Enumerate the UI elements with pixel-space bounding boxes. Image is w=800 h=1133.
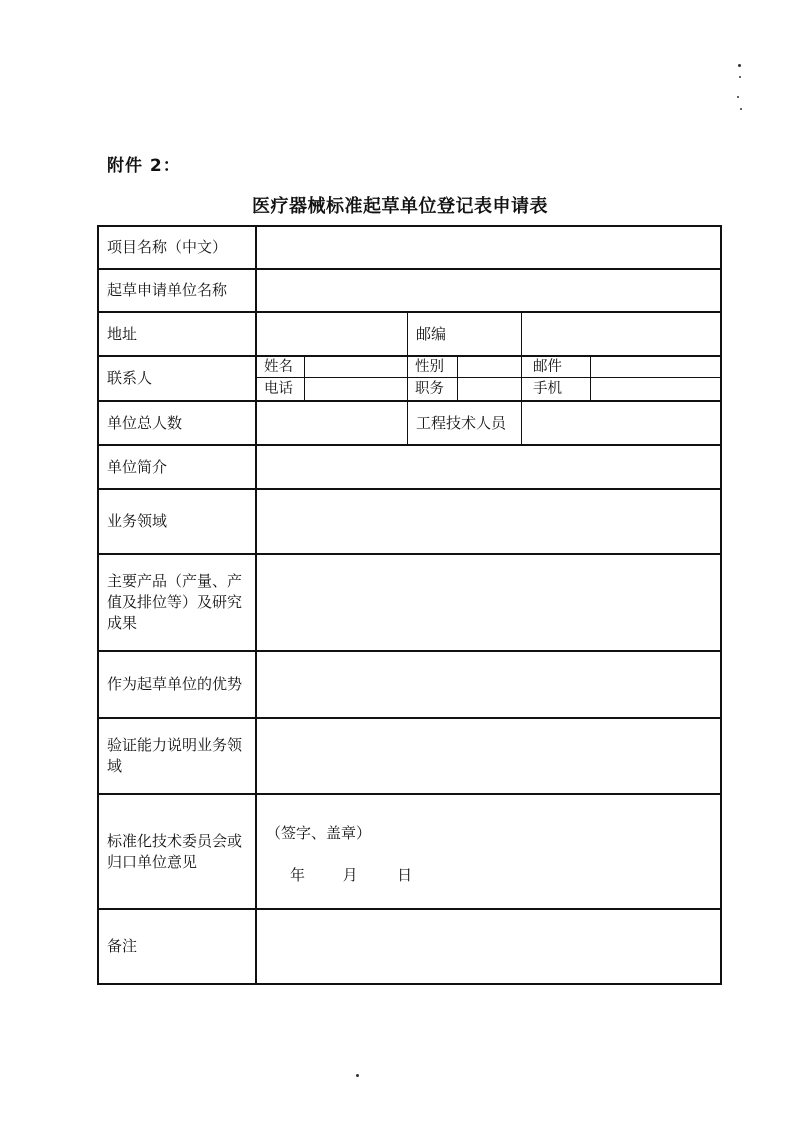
scan-speck — [356, 1074, 359, 1077]
name-field[interactable] — [305, 357, 407, 377]
mobile-label: 手机 — [533, 380, 562, 397]
gender-label: 性别 — [415, 358, 444, 375]
date-day-label: 日 — [397, 866, 413, 884]
phone-field[interactable] — [305, 378, 407, 400]
committee-opinion-field[interactable] — [257, 795, 720, 908]
remarks-field[interactable] — [257, 910, 720, 983]
total-staff-field[interactable] — [257, 402, 407, 444]
position-label: 职务 — [415, 380, 444, 397]
address-label: 地址 — [107, 324, 138, 343]
name-label: 姓名 — [264, 358, 293, 375]
committee-opinion-label: 标准化技术委员会或 归口单位意见 — [107, 831, 243, 871]
mobile-field[interactable] — [591, 378, 720, 400]
position-field[interactable] — [458, 378, 521, 400]
scan-speck — [740, 108, 742, 110]
tech-staff-label: 工程技术人员 — [416, 413, 507, 432]
scan-speck — [739, 76, 741, 78]
table-border-right — [720, 225, 722, 985]
unit-intro-label: 单位简介 — [107, 457, 168, 476]
total-staff-label: 单位总人数 — [107, 413, 183, 432]
postcode-label: 邮编 — [416, 324, 447, 343]
business-field-field[interactable] — [257, 490, 720, 553]
main-products-label: 主要产品（产量、产 值及排位等）及研究 成果 — [107, 572, 243, 632]
applicant-unit-label: 起草申请单位名称 — [107, 281, 228, 299]
project-name-field[interactable] — [257, 227, 720, 268]
gender-field[interactable] — [458, 357, 521, 377]
contact-label: 联系人 — [107, 369, 153, 387]
advantages-label: 作为起草单位的优势 — [107, 675, 243, 693]
address-field[interactable] — [257, 313, 407, 355]
tech-staff-field[interactable] — [522, 402, 720, 444]
scan-speck — [738, 64, 741, 67]
verification-field[interactable] — [257, 719, 720, 793]
remarks-label: 备注 — [107, 937, 138, 955]
postcode-field[interactable] — [522, 313, 720, 355]
unit-intro-field[interactable] — [257, 446, 720, 488]
email-field[interactable] — [591, 357, 720, 377]
signature-note: （签字、盖章） — [266, 824, 372, 842]
verification-label: 验证能力说明业务领 域 — [107, 736, 243, 775]
business-field-label: 业务领域 — [107, 512, 168, 530]
main-products-field[interactable] — [257, 555, 720, 650]
advantages-field[interactable] — [257, 652, 720, 717]
project-name-label: 项目名称（中文） — [107, 238, 228, 256]
date-year-label: 年 — [290, 866, 306, 884]
form-title: 医疗器械标准起草单位登记表申请表 — [252, 196, 548, 217]
attachment-label: 附件 2： — [107, 156, 181, 176]
date-month-label: 月 — [342, 866, 358, 884]
table-border-bottom — [97, 983, 722, 985]
applicant-unit-field[interactable] — [257, 270, 720, 311]
phone-label: 电话 — [264, 380, 293, 397]
email-label: 邮件 — [533, 358, 562, 375]
scan-speck — [737, 96, 739, 98]
date-line — [290, 864, 412, 885]
